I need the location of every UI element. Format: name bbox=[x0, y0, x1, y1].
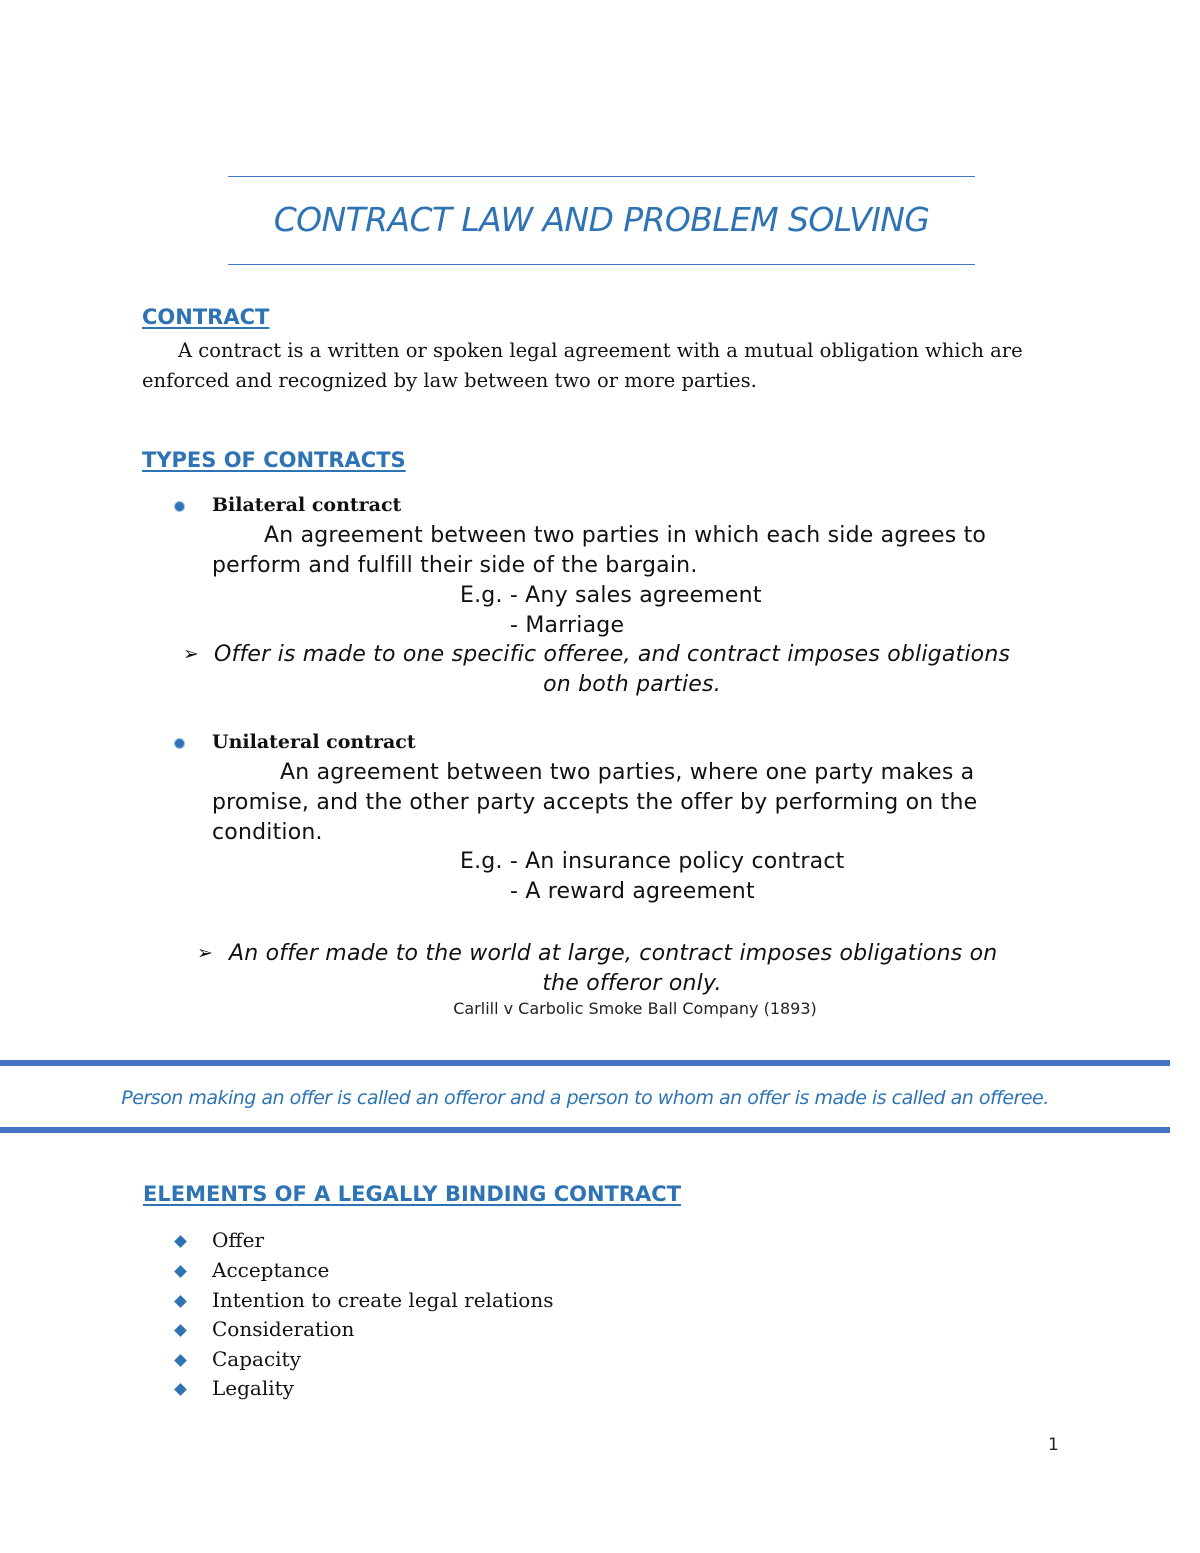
unilateral-example-1: E.g. - An insurance policy contract bbox=[460, 849, 845, 874]
element-item-intention: Intention to create legal relations bbox=[212, 1288, 554, 1312]
diamond-bullet-icon bbox=[174, 1324, 187, 1337]
diamond-bullet-icon bbox=[174, 1295, 187, 1308]
arrow-bullet-icon: ➢ bbox=[197, 942, 213, 964]
bilateral-example-1: E.g. - Any sales agreement bbox=[460, 583, 762, 608]
contract-definition-line1: A contract is a written or spoken legal agreement with a mutual obligation which are bbox=[178, 339, 1023, 362]
unilateral-note-line1: An offer made to the world at large, contract imposes obligations on bbox=[229, 941, 998, 966]
quote-rule-bottom bbox=[0, 1127, 1170, 1133]
bilateral-note-line2: on both parties. bbox=[543, 672, 721, 697]
title-rule-bottom bbox=[228, 264, 975, 265]
bilateral-note-line1: Offer is made to one specific offeree, and contract imposes obligations bbox=[214, 642, 1011, 667]
bilateral-title: Bilateral contract bbox=[212, 494, 402, 516]
element-item-legality: Legality bbox=[212, 1376, 294, 1400]
contract-heading: CONTRACT bbox=[142, 305, 270, 329]
unilateral-title: Unilateral contract bbox=[212, 731, 416, 753]
bilateral-desc-line2: perform and fulfill their side of the bargain. bbox=[212, 553, 698, 578]
unilateral-desc-line1: An agreement between two parties, where one party makes a bbox=[280, 760, 975, 785]
diamond-bullet-icon bbox=[174, 1235, 187, 1248]
round-bullet-icon bbox=[175, 502, 184, 511]
element-item-consideration: Consideration bbox=[212, 1317, 355, 1341]
types-heading: TYPES OF CONTRACTS bbox=[142, 448, 406, 472]
diamond-bullet-icon bbox=[174, 1265, 187, 1278]
unilateral-desc-line3: condition. bbox=[212, 820, 323, 845]
diamond-bullet-icon bbox=[174, 1354, 187, 1367]
title-rule-top bbox=[228, 176, 975, 177]
element-item-capacity: Capacity bbox=[212, 1347, 301, 1371]
element-item-offer: Offer bbox=[212, 1228, 265, 1252]
arrow-bullet-icon: ➢ bbox=[183, 643, 199, 665]
pull-quote: Person making an offer is called an offeror and a person to whom an offer is made is called an offeree. bbox=[121, 1087, 1049, 1109]
unilateral-note-line2: the offeror only. bbox=[542, 971, 722, 996]
diamond-bullet-icon bbox=[174, 1383, 187, 1396]
bilateral-desc-line1: An agreement between two parties in which each side agrees to bbox=[264, 523, 987, 548]
element-item-acceptance: Acceptance bbox=[212, 1258, 330, 1282]
round-bullet-icon bbox=[175, 739, 184, 748]
unilateral-example-2: - A reward agreement bbox=[510, 879, 755, 904]
contract-definition-line2: enforced and recognized by law between two or more parties. bbox=[142, 369, 757, 392]
page-number: 1 bbox=[1048, 1435, 1059, 1455]
unilateral-desc-line2: promise, and the other party accepts the offer by performing on the bbox=[212, 790, 978, 815]
bilateral-example-2: - Marriage bbox=[510, 613, 625, 638]
case-citation: Carlill v Carbolic Smoke Ball Company (1893) bbox=[453, 999, 817, 1018]
page-title: CONTRACT LAW AND PROBLEM SOLVING bbox=[273, 200, 930, 239]
elements-heading: ELEMENTS OF A LEGALLY BINDING CONTRACT bbox=[143, 1182, 682, 1206]
quote-rule-top bbox=[0, 1060, 1170, 1066]
